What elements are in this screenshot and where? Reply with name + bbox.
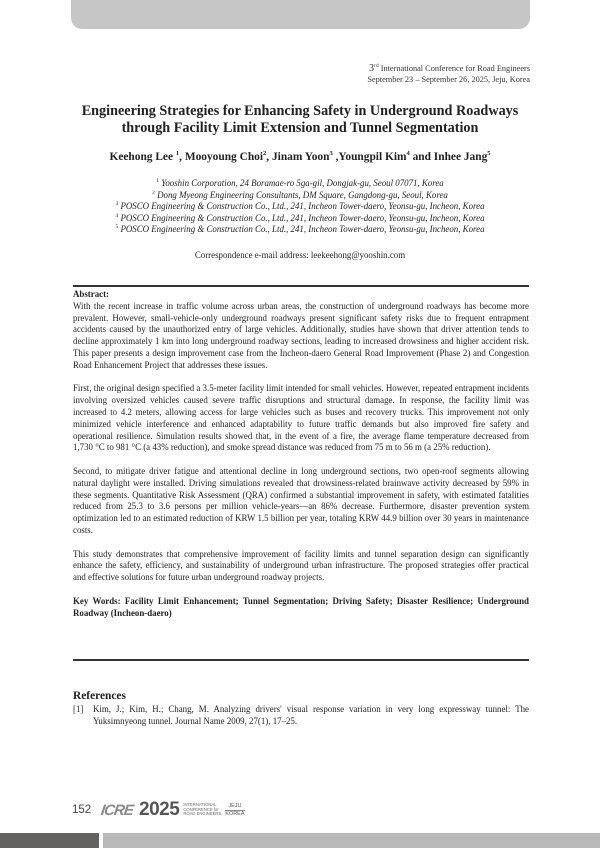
paper-title: Engineering Strategies for Enhancing Safety in Underground Roadways through Facility Limit Extension and Tunnel Segmentation (81, 103, 519, 136)
abstract-section (73, 289, 529, 631)
affiliation: $^5$ POSCO Engineering & Construction Co., Ltd., 241, Incheon Tower-daero, Yeonsu-gu, Incheon, Korea (115, 224, 485, 235)
reference-item (73, 704, 529, 728)
abstract-paragraph: This study demonstrates that comprehensive improvement of facility limits and tunnel separation design can significantly enhance the safety, efficiency, and sustainability of underground urban infrastructure. The proposed strategies offer practical and effective solutions for future urban underground roadway projects. (73, 548, 529, 583)
author: Youngpil Kim$^4$ (338, 150, 410, 163)
logo-year: 2025 (139, 799, 180, 820)
reference-text: Kim, J.; Kim, H.; Chang, M. Analyzing drivers' visual response variation in very long expressway tunnel: The Yuksimnyeong tunnel. Journal Name 2009, 27(1), 17–25. (93, 704, 529, 726)
affiliation: $^4$ POSCO Engineering & Construction Co., Ltd., 241, Incheon Tower-daero, Yeonsu-gu, Incheon, Korea (115, 212, 485, 223)
keywords: Key Words: Facility Limit Enhancement; Tunnel Segmentation; Driving Safety; Disaster Resilience; Underground Roadway (Incheon-daero) (73, 595, 529, 618)
abstract-paragraph: With the recent increase in traffic volume across urban areas, the construction of underground roadways has become more prevalent. However, small-vehicle-only underground roadways present significant safety risks due to frequent entrapment accidents caused by the unauthorized entry of large vehicles. Additionally, studies have shown that driver attention tends to decline approximately 1 km into long underground roadway sections, leading to increased drowsiness and higher accident risk. This paper presents a design improvement case from the Incheon-daero General Road Improvement (Phase 2) and Congestion Road Enhancement Project that addresses these issues. (73, 300, 529, 370)
references-section (73, 689, 529, 728)
footer-bar-dark (0, 833, 99, 848)
author: Jinam Yoon$^3$ (271, 150, 333, 163)
author: Keehong Lee $^1$ (109, 150, 180, 163)
author-list: Keehong Lee $^1$, Mooyoung Choi$^2$, Jinam Yoon$^3$ ,Youngpil Kim$^4$ and Inhee Jang$^5$ (109, 150, 491, 163)
logo-conference-text: INTERNATIONAL CONFERENCE for ROAD ENGINEERS (183, 801, 222, 817)
abstract-paragraph: Second, to mitigate driver fatigue and attentional decline in long underground sections, two open-roof segments allowing natural daylight were installed. Driving simulations revealed that drowsiness-related brainwave activity decreased by 59% in these segments. Quantitative Risk Assessment (QRA) confirmed a substantial improvement in safety, with estimated fatalities reduced from 25.3 to 3.6 persons per million vehicle-years—an 86% decrease. Furthermore, disaster prevention system optimization led to an estimated reduction of KRW 1.5 billion per year, totaling KRW 44.9 billion over 30 years in maintenance costs. (73, 465, 529, 535)
abstract-top-divider (73, 285, 529, 287)
header-tab-decoration (71, 0, 530, 29)
conference-name-line: 3rd International Conference for Road Engineers (369, 63, 530, 74)
reference-number: [1] (73, 704, 84, 714)
references-heading: References (73, 690, 126, 702)
author: Mooyoung Choi$^2$ (184, 150, 267, 163)
affiliation: $^2$ Dong Myeong Engineering Consultants, DM Square, Gangdong-gu, Seoul, Korea (152, 189, 448, 200)
conference-dates: September 23 – September 26, 2025, Jeju, Korea (367, 75, 530, 84)
abstract-paragraph: First, the original design specified a 3.5-meter facility limit intended for small vehicles. However, repeated entrapment incidents involving oversized vehicles caused severe traffic disruptions and structural damage. In response, the facility limit was increased to 4.2 meters, allowing access for large vehicles such as buses and recovery trucks. This improvement not only minimized vehicle interference and enhanced adaptability to future traffic demands but also improved fire safety and operational resilience. Simulation results showed that, in the event of a fire, the average flame temperature decreased from 1,730 °C to 981 °C (a 43% reduction), and smoke spread distance was reduced from 75 m to 56 m (a 25% reduction). (73, 383, 529, 453)
correspondence-email: Correspondence e-mail address: leekeehong@yooshin.com (194, 250, 406, 260)
abstract-bottom-divider (73, 659, 529, 661)
page-number: 152 (72, 804, 92, 816)
page-footer (72, 800, 245, 820)
icre-logo-icon: ICRE (99, 801, 135, 819)
footer-bar-light (103, 833, 600, 848)
abstract-heading: Abstract: (73, 289, 109, 299)
conference-header (367, 63, 530, 85)
logo-location: JEJU KOREA (225, 802, 245, 817)
author: Inhee Jang$^5$ (433, 150, 491, 163)
affiliations (60, 178, 540, 236)
affiliation: $^3$ POSCO Engineering & Construction Co., Ltd., 241, Incheon Tower-daero, Yeonsu-gu, Incheon, Korea (115, 201, 485, 212)
affiliation: $^1$ Yooshin Corporation, 24 Boramae-ro 5ga-gil, Dongjak-gu, Seoul 07071, Korea (156, 178, 444, 188)
